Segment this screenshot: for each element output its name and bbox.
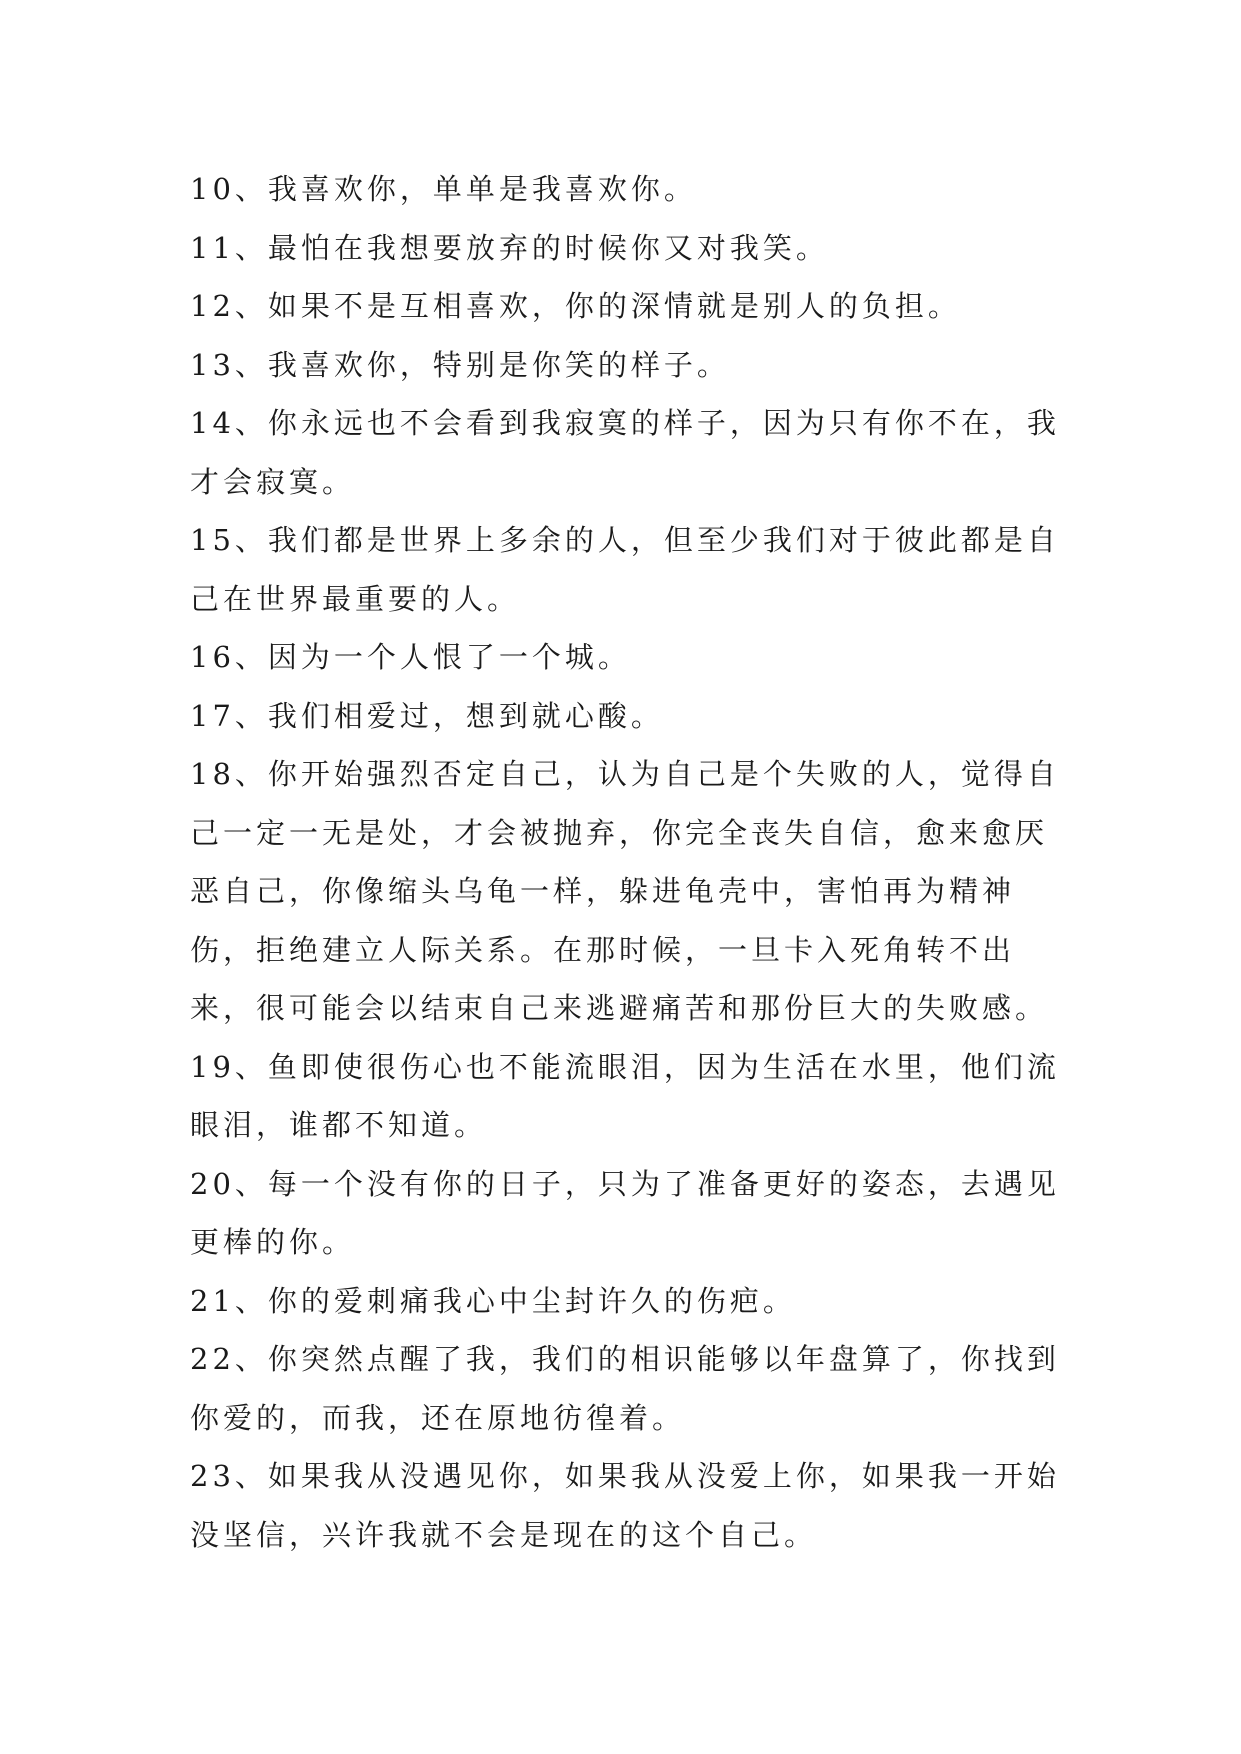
paragraph-19: 19、鱼即使很伤心也不能流眼泪，因为生活在水里，他们流眼泪，谁都不知道。	[190, 1049, 1060, 1142]
paragraph-17: 17、我们相爱过，想到就心酸。	[190, 698, 664, 733]
paragraph-10: 10、我喜欢你，单单是我喜欢你。	[190, 172, 697, 206]
paragraph-16: 16、因为一个人恨了一个城。	[190, 640, 631, 674]
paragraph-11: 11、最怕在我想要放弃的时候你又对我笑。	[190, 230, 829, 265]
paragraph-23: 23、如果我从没遇见你，如果我从没爱上你，如果我一开始没坚信，兴许我就不会是现在的这个自己。	[190, 1459, 1060, 1552]
paragraph-18: 18、你开始强烈否定自己，认为自己是个失败的人，觉得自己一定一无是处，才会被抛弃，你完全丧失自信，愈来愈厌恶自己，你像缩头乌龟一样，躲进龟壳中，害怕再为精神伤，拒绝建立人际关系。在那时候，一旦卡入死角转不出来，很可能会以结束自己来逃避痛苦和那份巨大的失败感。	[190, 757, 1060, 1025]
document-body	[190, 160, 1060, 1564]
paragraph-20: 20、每一个没有你的日子，只为了准备更好的姿态，去遇见更棒的你。	[190, 1166, 1060, 1259]
paragraph-14: 14、你永远也不会看到我寂寞的样子，因为只有你不在，我才会寂寞。	[190, 406, 1060, 499]
paragraph-21: 21、你的爱刺痛我心中尘封许久的伤疤。	[190, 1283, 796, 1318]
paragraph-13: 13、我喜欢你，特别是你笑的样子。	[190, 347, 730, 382]
paragraph-22: 22、你突然点醒了我，我们的相识能够以年盘算了，你找到你爱的，而我，还在原地彷徨着。	[190, 1342, 1060, 1435]
paragraph-15: 15、我们都是世界上多余的人，但至少我们对于彼此都是自己在世界最重要的人。	[190, 523, 1060, 616]
paragraph-12: 12、如果不是互相喜欢，你的深情就是别人的负担。	[190, 289, 961, 323]
